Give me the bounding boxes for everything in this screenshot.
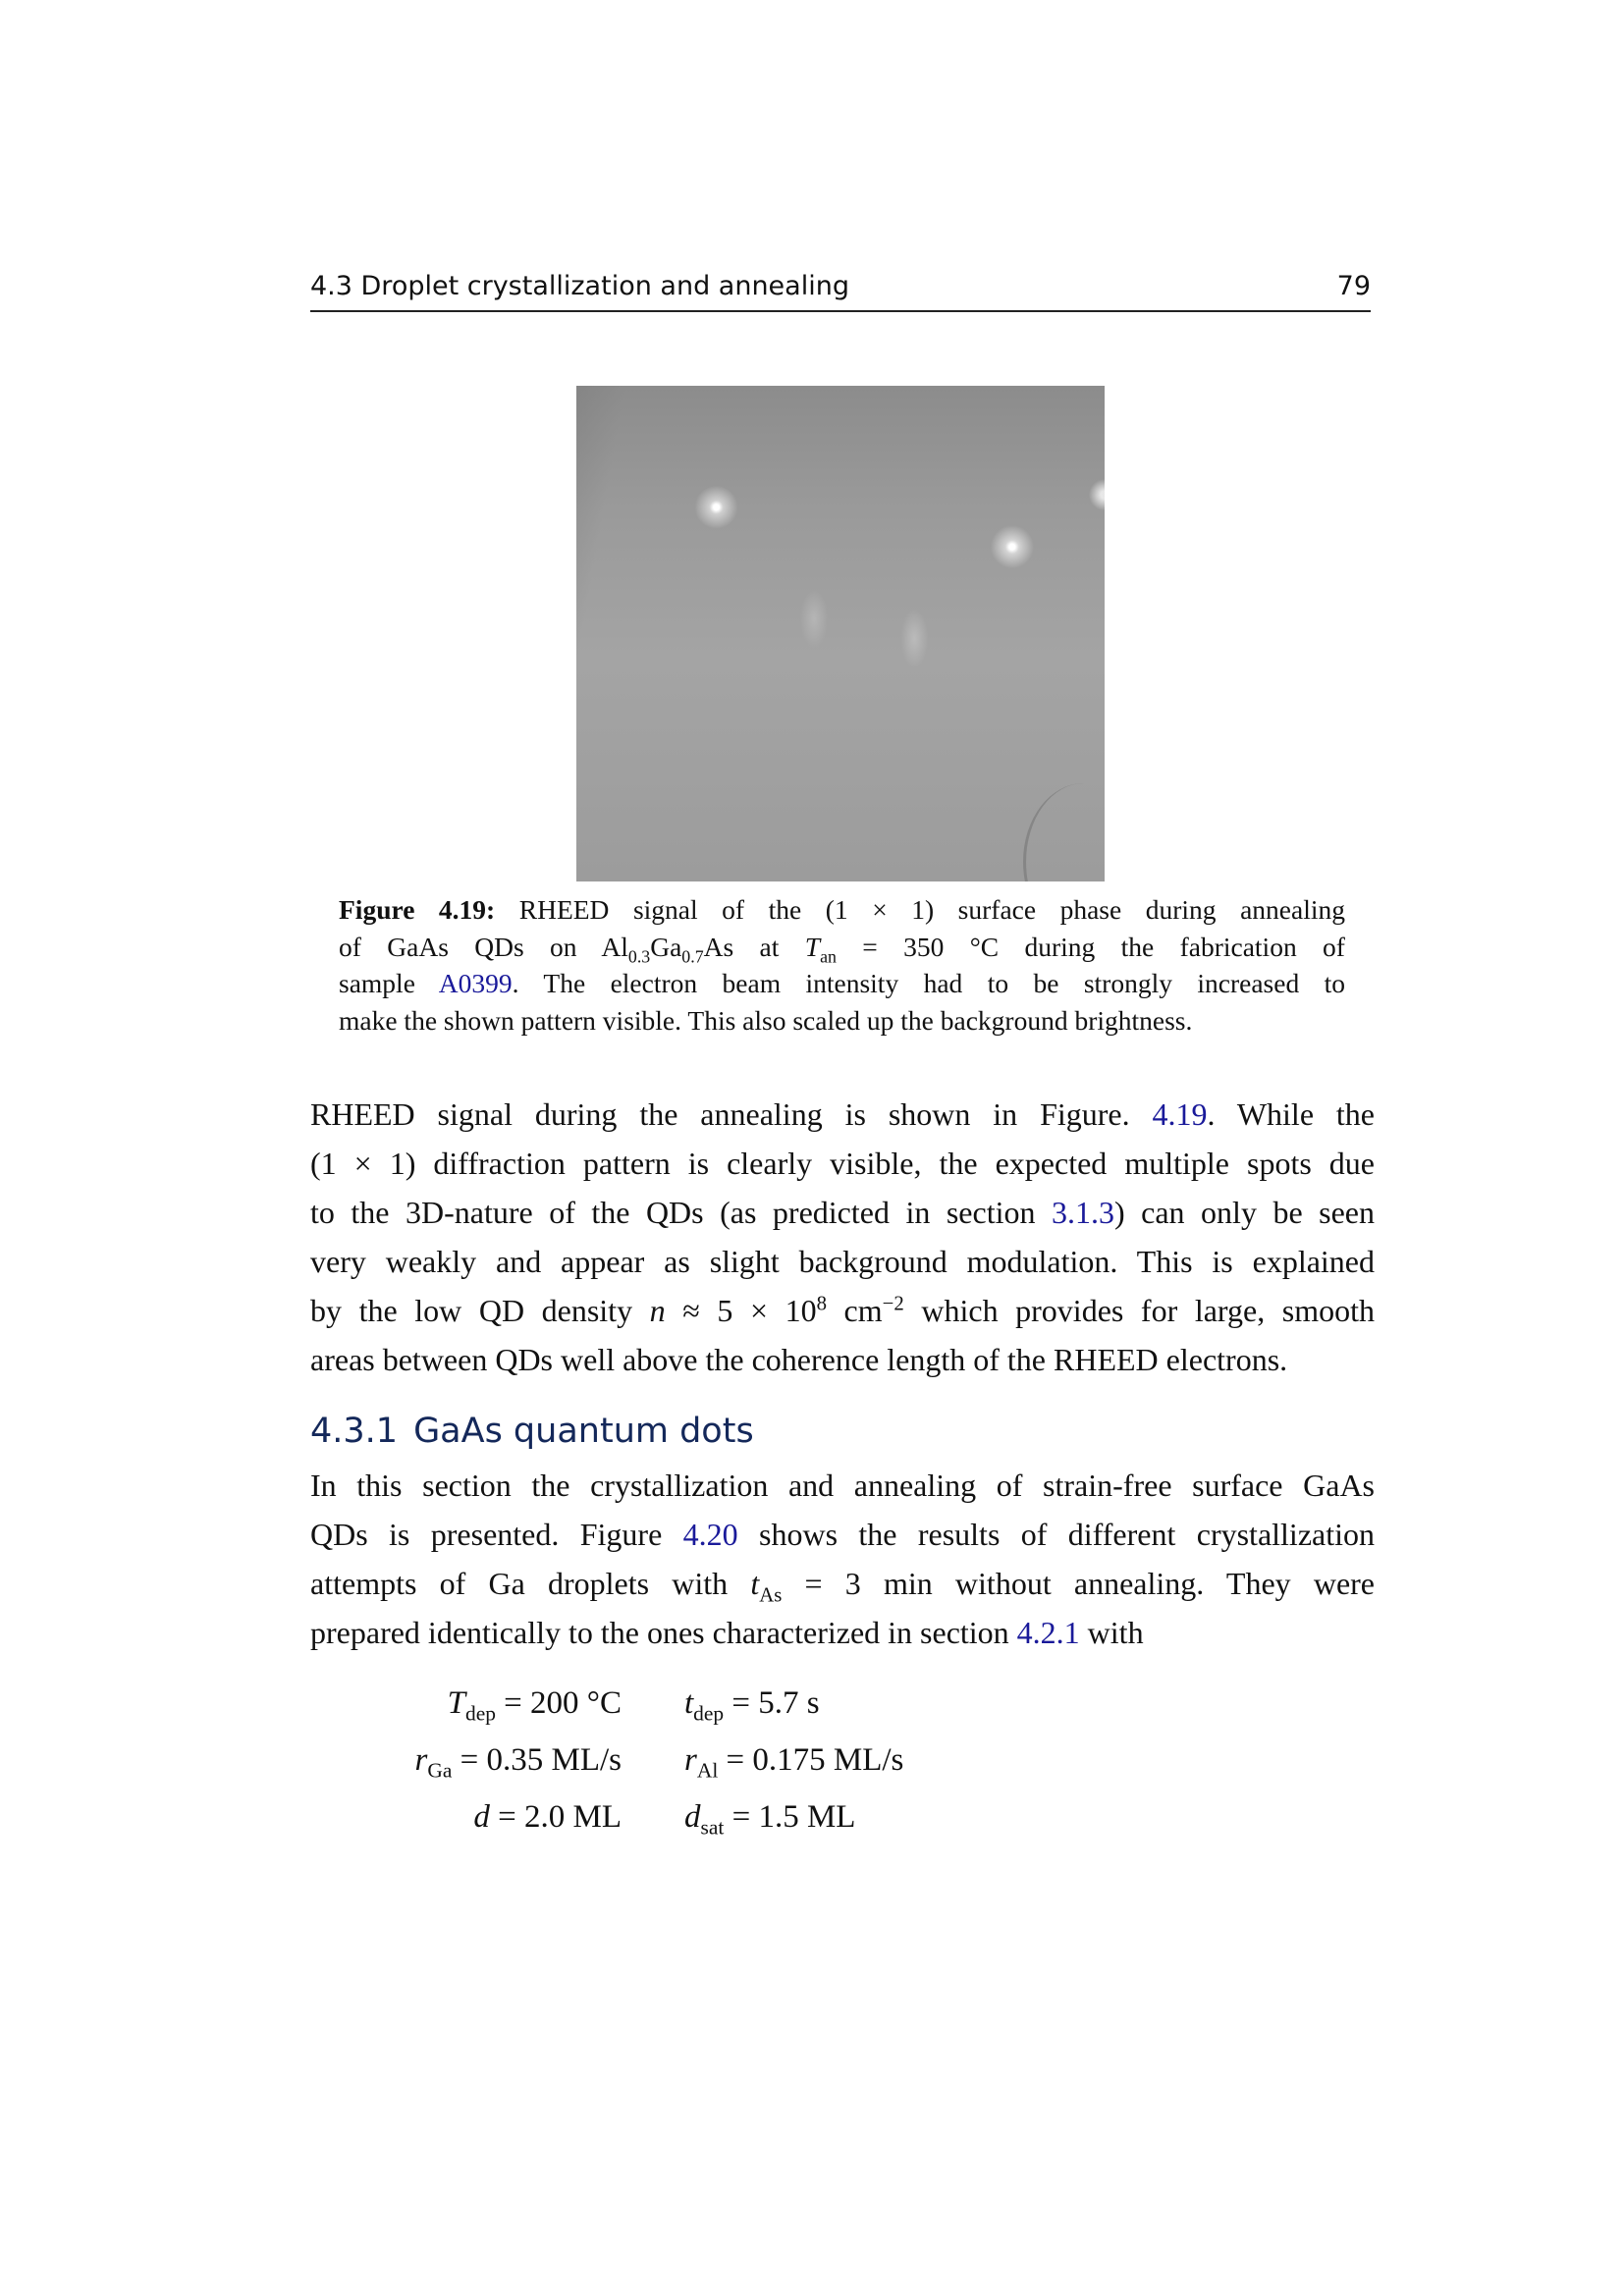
text-line	[310, 1461, 1375, 1510]
equation	[310, 1679, 622, 1728]
text-run: = 350 °C during the fabrication of	[836, 931, 1345, 962]
subscript: an	[820, 946, 837, 966]
text-run: RHEED signal during the annealing is shown in Figure.	[310, 1096, 1153, 1132]
math-symbol: r	[684, 1742, 697, 1778]
text-run: = 5.7 s	[724, 1685, 820, 1721]
running-header	[310, 269, 1371, 312]
body-paragraph-1	[310, 1090, 1375, 1384]
text-line	[310, 1188, 1375, 1237]
text-run: = 200 °C	[495, 1685, 622, 1721]
superscript: 8	[816, 1292, 827, 1315]
text-run: sample	[339, 968, 439, 998]
text-line	[339, 965, 1345, 1002]
text-run: As at	[703, 931, 805, 962]
text-run: of GaAs QDs on Al	[339, 931, 628, 962]
equation-block	[310, 1679, 1375, 1842]
math-symbol: T	[804, 931, 821, 962]
figure-caption	[339, 891, 1345, 1039]
text-run: ) can only be seen	[1114, 1195, 1376, 1230]
math-symbol: t	[750, 1566, 760, 1601]
text-run: (1 × 1) diffraction pattern is clearly visible, the expected multiple spots due	[310, 1146, 1375, 1181]
equation	[684, 1792, 1057, 1842]
text-run: = 3 min without annealing. They were	[782, 1566, 1376, 1601]
text-run: shows the results of different crystallization	[737, 1517, 1375, 1552]
text-run: with	[1079, 1615, 1144, 1650]
cross-reference-link[interactable]: 3.1.3	[1052, 1195, 1114, 1230]
text-run: by the low QD density	[310, 1293, 650, 1328]
cross-reference-link[interactable]: A0399	[438, 968, 513, 998]
cross-reference-link[interactable]: 4.20	[682, 1517, 738, 1552]
equation	[310, 1792, 622, 1842]
subscript: Ga	[427, 1758, 453, 1783]
text-run: . While the	[1207, 1096, 1376, 1132]
header-section-title: 4.3 Droplet crystallization and annealing	[310, 271, 849, 301]
text-run: prepared identically to the ones characterized in section	[310, 1615, 1017, 1650]
text-line	[310, 1335, 1375, 1384]
math-symbol: t	[684, 1685, 694, 1721]
text-line	[310, 1608, 1375, 1657]
cross-reference-link[interactable]: 4.2.1	[1016, 1615, 1080, 1650]
subscript: dep	[464, 1701, 496, 1726]
rheed-figure-image	[576, 386, 1105, 881]
text-run: ≈ 5 × 10	[665, 1293, 817, 1328]
equation	[310, 1735, 622, 1785]
section-heading	[310, 1410, 1375, 1453]
math-symbol: d	[473, 1799, 490, 1835]
section-title: GaAs quantum dots	[413, 1412, 754, 1451]
text-line	[310, 1510, 1375, 1559]
math-symbol: r	[414, 1742, 428, 1778]
subscript: 0.7	[681, 946, 704, 966]
text-run: = 0.175 ML/s	[718, 1742, 904, 1778]
equation	[684, 1679, 1057, 1728]
text-run: = 2.0 ML	[489, 1799, 622, 1835]
cross-reference-link[interactable]: 4.19	[1152, 1096, 1208, 1132]
text-run: areas between QDs well above the coherence length of the RHEED electrons.	[310, 1342, 1288, 1377]
text-line	[310, 1090, 1375, 1139]
text-run: RHEED signal of the (1 × 1) surface phase during annealing	[495, 894, 1345, 925]
text-line	[310, 1286, 1375, 1335]
math-symbol: T	[447, 1685, 465, 1721]
text-run: . The electron beam intensity had to be strongly increased to	[512, 968, 1345, 998]
text-line	[339, 1002, 1345, 1040]
math-symbol: n	[649, 1293, 666, 1328]
superscript: −2	[882, 1292, 904, 1315]
text-run: attempts of Ga droplets with	[310, 1566, 751, 1601]
text-run: make the shown pattern visible. This also scaled up the background brightness.	[339, 1004, 1193, 1036]
text-run: = 1.5 ML	[724, 1799, 856, 1835]
text-run: to the 3D-nature of the QDs (as predicted in section	[310, 1195, 1052, 1230]
text-run: Ga	[650, 931, 682, 962]
equation	[684, 1735, 1057, 1785]
text-line	[310, 1559, 1375, 1608]
subscript: sat	[700, 1815, 725, 1840]
text-line	[310, 1139, 1375, 1188]
text-line	[339, 929, 1345, 966]
subscript: dep	[693, 1701, 725, 1726]
text-line	[310, 1237, 1375, 1286]
text-run: which provides for large, smooth	[903, 1293, 1375, 1328]
subscript: 0.3	[627, 946, 651, 966]
page-body	[310, 269, 1375, 1842]
text-run: = 0.35 ML/s	[452, 1742, 622, 1778]
text-run: very weakly and appear as slight background modulation. This is explained	[310, 1244, 1375, 1279]
text-run: QDs is presented. Figure	[310, 1517, 683, 1552]
text-run: cm	[826, 1293, 883, 1328]
body-paragraph-2	[310, 1461, 1375, 1657]
subscript: As	[759, 1583, 783, 1607]
math-symbol: d	[684, 1799, 701, 1835]
section-number: 4.3.1	[310, 1412, 399, 1451]
page-number: 79	[1336, 271, 1371, 301]
text-line	[339, 891, 1345, 929]
caption-label: Figure 4.19:	[339, 894, 496, 925]
subscript: Al	[696, 1758, 719, 1783]
text-run: In this section the crystallization and annealing of strain-free surface GaAs	[310, 1468, 1375, 1503]
